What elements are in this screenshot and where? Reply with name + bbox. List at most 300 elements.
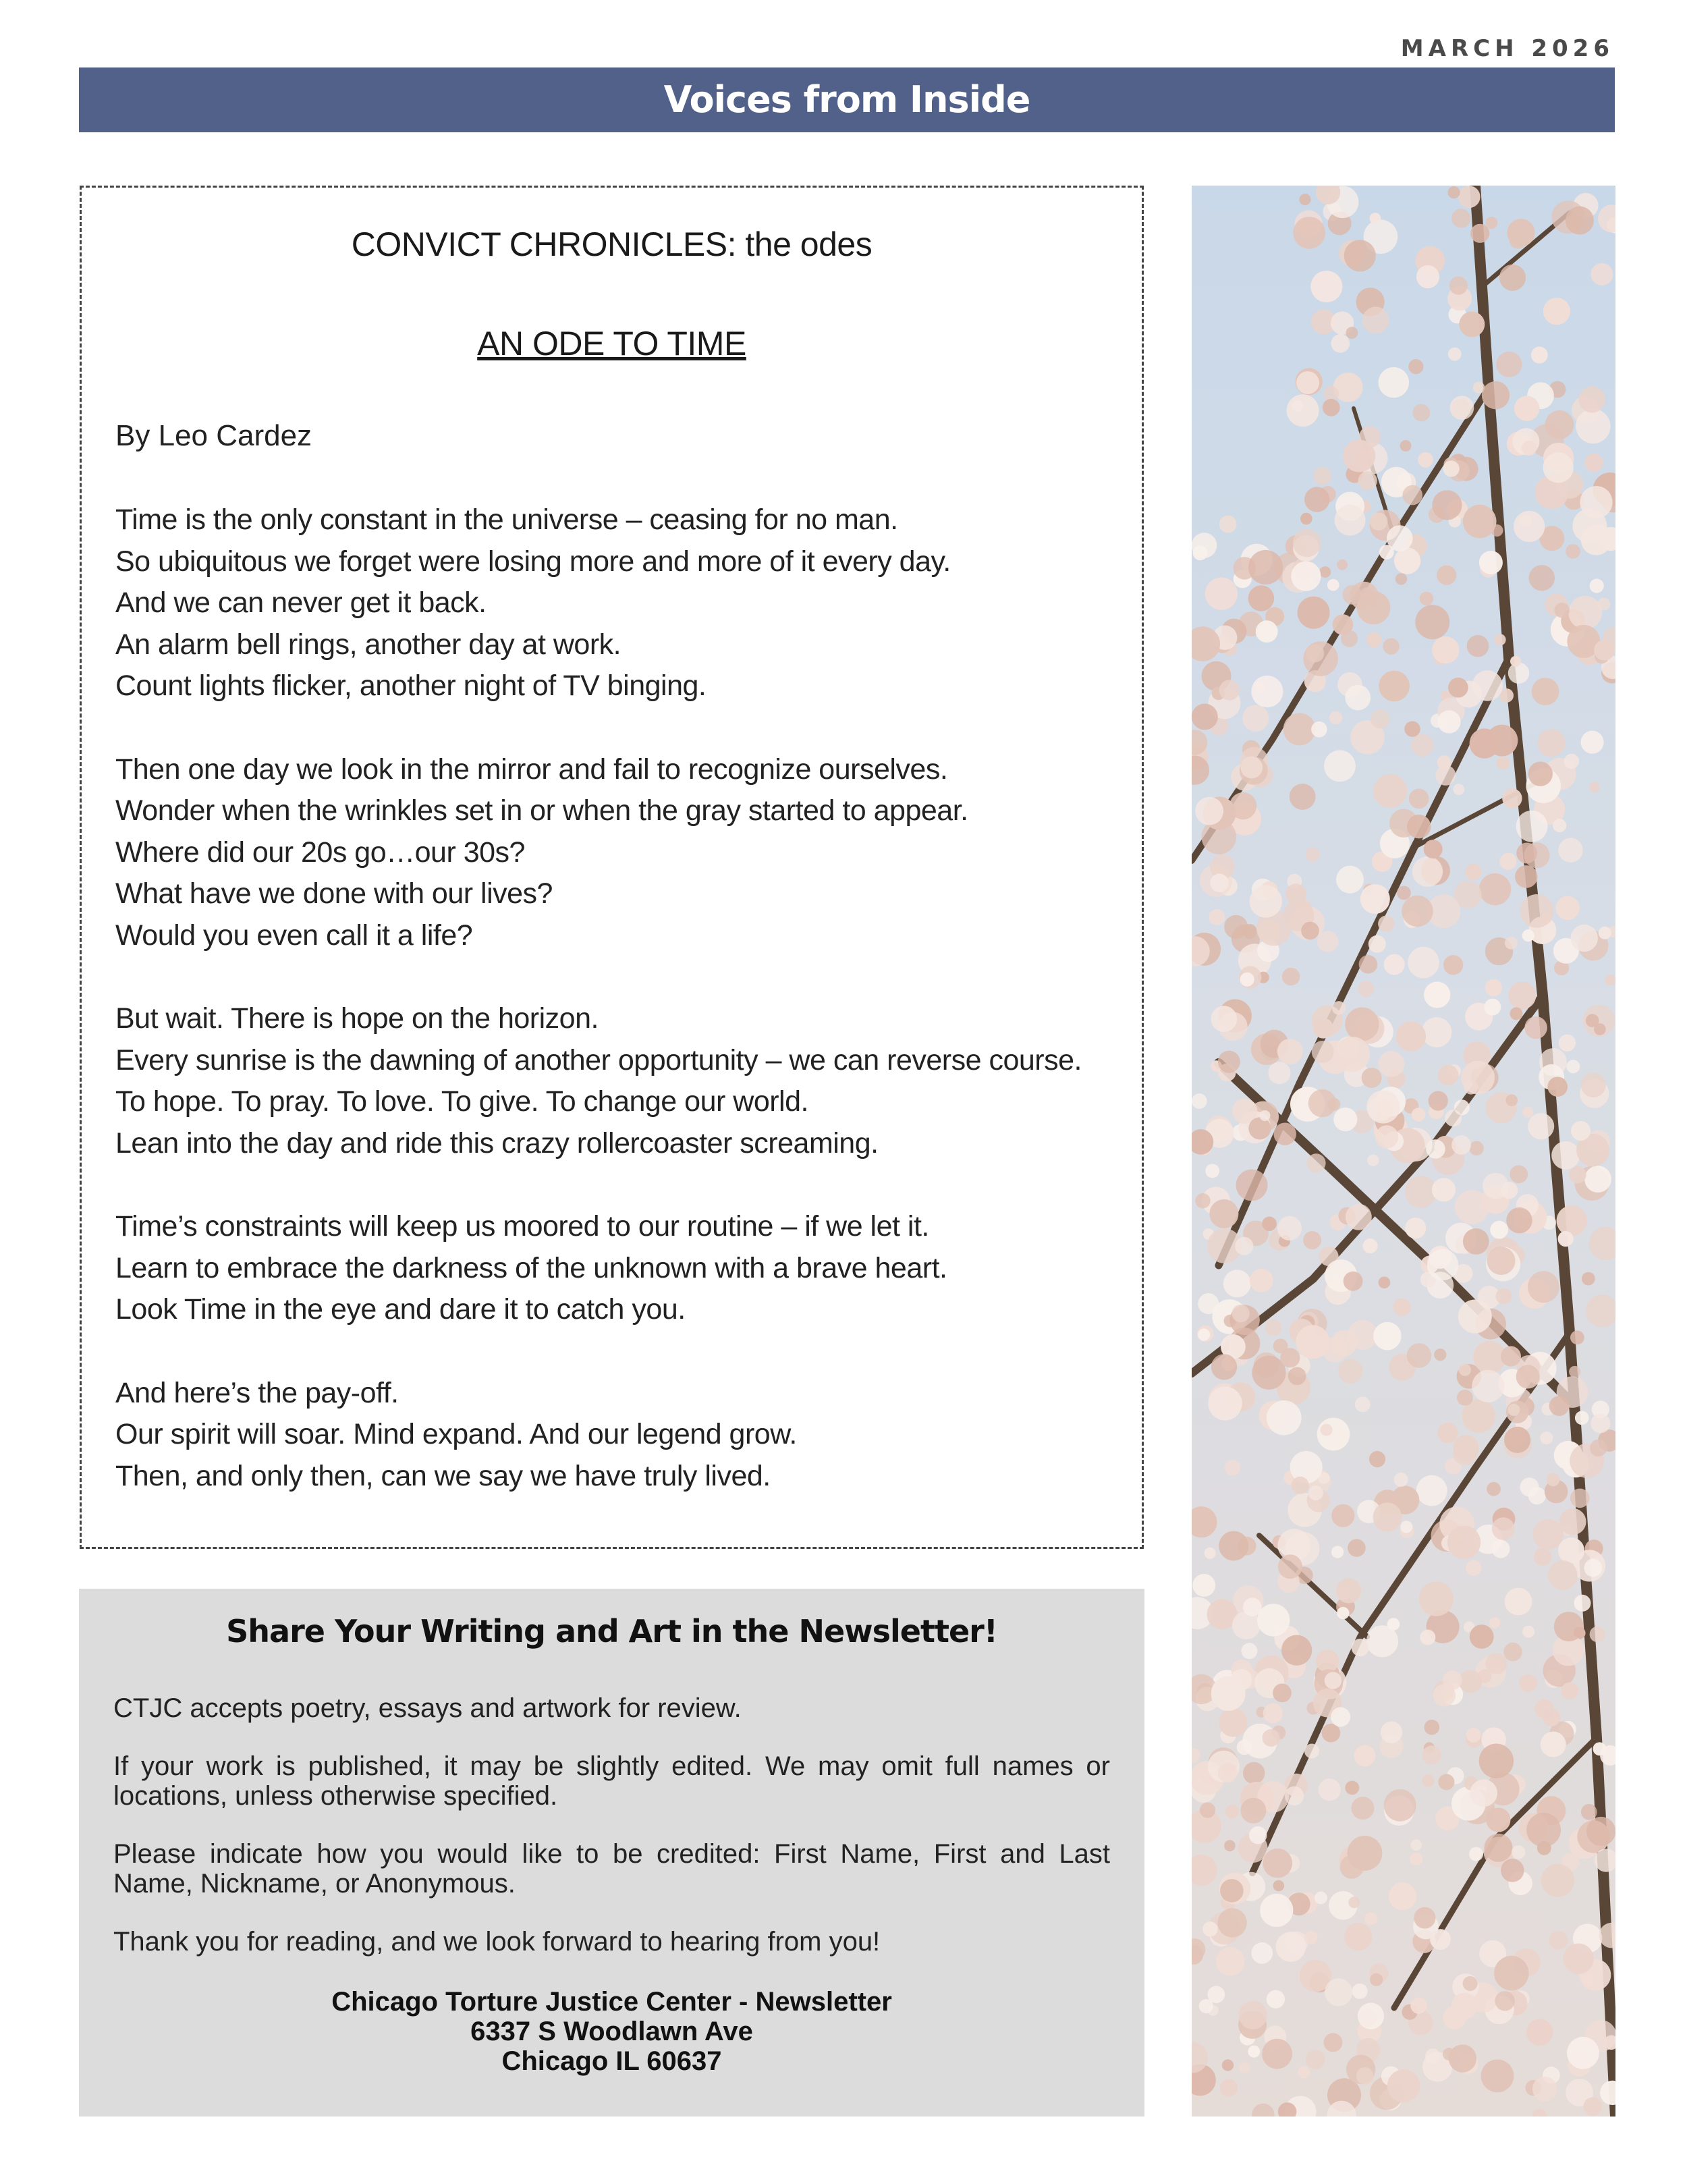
blossom: [1241, 757, 1263, 779]
blossom: [1508, 1404, 1520, 1416]
poem-line: Would you even call it a life?: [115, 919, 473, 952]
poem-line: What have we done with our lives?: [115, 877, 553, 910]
poem-line: An alarm bell rings, another day at work.: [115, 628, 621, 661]
blossom: [1274, 1123, 1296, 1145]
blossom: [1581, 1804, 1597, 1820]
blossom: [1581, 731, 1604, 754]
blossom: [1235, 1237, 1253, 1255]
blossom: [1211, 1354, 1237, 1380]
blossom: [1243, 1598, 1262, 1616]
blossom: [1451, 1993, 1478, 2019]
blossom: [1461, 1061, 1495, 1095]
blossom: [1581, 1072, 1606, 1097]
poem-body: [115, 499, 1114, 1539]
blossom: [1479, 1744, 1514, 1778]
blossom: [1566, 207, 1594, 235]
blossom: [1412, 856, 1443, 887]
blossom: [1504, 1427, 1530, 1453]
blossom: [1192, 1855, 1217, 1886]
blossom: [1508, 982, 1536, 1010]
blossom: [1492, 1517, 1515, 1540]
blossom: [1296, 371, 1319, 394]
blossom: [1481, 2059, 1514, 2092]
blossom: [1344, 240, 1376, 271]
blossom: [1415, 605, 1449, 639]
blossom: [1373, 1322, 1402, 1350]
blossom: [1240, 1798, 1266, 1824]
blossom: [1262, 2039, 1292, 2069]
blossom: [1362, 1238, 1377, 1253]
blossom: [1496, 352, 1522, 377]
blossom: [1265, 1319, 1281, 1336]
blossom: [1368, 935, 1386, 953]
blossom: [1373, 774, 1407, 808]
blossom: [1397, 886, 1411, 900]
blossom: [1192, 704, 1218, 730]
blossom: [1559, 1508, 1586, 1535]
blossom: [1195, 1193, 1210, 1208]
blossom: [1239, 2062, 1250, 2073]
blossom: [1288, 1367, 1306, 1386]
blossom: [1434, 1348, 1446, 1361]
blossom: [1205, 1548, 1216, 1559]
blossom: [1459, 1364, 1471, 1376]
blossom: [1470, 1779, 1497, 1807]
blossom: [1396, 1021, 1426, 1051]
blossom: [1402, 485, 1422, 506]
blossom: [1400, 440, 1412, 452]
blossom: [1449, 277, 1468, 295]
submission-paragraph: CTJC accepts poetry, essays and artwork for review.: [113, 1693, 742, 1723]
blossom: [1555, 896, 1580, 921]
blossom: [1497, 757, 1510, 770]
blossom: [1249, 1826, 1267, 1844]
blossom: [1516, 843, 1537, 864]
blossom: [1532, 2109, 1547, 2117]
blossom: [1322, 1724, 1341, 1743]
blossom: [1494, 1956, 1528, 1990]
blossom: [1352, 1797, 1375, 1820]
blossom: [1223, 1270, 1251, 1297]
blossom: [1479, 873, 1511, 905]
blossom: [1586, 1294, 1615, 1327]
stanza: [115, 1206, 1114, 1331]
blossom: [1510, 1166, 1528, 1184]
blossom: [1219, 1708, 1247, 1737]
poem-line: And here’s the pay-off.: [115, 1376, 399, 1409]
blossom: [1345, 685, 1371, 711]
blossom: [1453, 1442, 1476, 1465]
blossom: [1591, 263, 1613, 285]
blossom: [1410, 1998, 1427, 2014]
blossom: [1561, 1683, 1579, 1700]
blossom: [1348, 1836, 1383, 1871]
blossom: [1575, 1411, 1589, 1425]
blossom: [1524, 1016, 1547, 1039]
blossom: [1381, 1722, 1402, 1743]
blossom: [1273, 1684, 1292, 1703]
blossom: [1516, 811, 1548, 842]
blossom: [1260, 1894, 1293, 1927]
blossom: [1370, 1973, 1383, 1986]
blossom: [1379, 367, 1409, 398]
blossom: [1348, 1539, 1366, 1557]
blossom: [1485, 979, 1502, 996]
blossom: [1291, 562, 1321, 591]
blossom: [1567, 2037, 1599, 2069]
blossom: [1362, 1068, 1382, 1088]
blossom: [1424, 840, 1443, 858]
poem-line: Then, and only then, can we say we have truly lived.: [115, 1459, 771, 1492]
blossom: [1199, 1999, 1213, 2013]
blossom: [1293, 529, 1321, 557]
blossom: [1321, 1424, 1333, 1436]
blossom: [1387, 1618, 1400, 1631]
blossom: [1379, 1051, 1405, 1077]
blossom: [1299, 194, 1310, 205]
blossom: [1250, 1269, 1273, 1292]
blossom: [1225, 1805, 1239, 1818]
blossom: [1600, 2081, 1615, 2105]
blossom: [1443, 2048, 1456, 2060]
blossom: [1217, 1908, 1246, 1937]
blossom: [1532, 678, 1559, 705]
blossom: [1598, 204, 1615, 232]
blossom: [1571, 1121, 1591, 1141]
blossom: [1487, 1247, 1516, 1275]
blossom: [1252, 2104, 1274, 2117]
blossom: [1422, 1017, 1452, 1047]
blossom: [1479, 551, 1503, 574]
blossom: [1287, 394, 1319, 427]
blossom: [1251, 676, 1283, 707]
blossom: [1205, 1164, 1219, 1178]
blossom: [1467, 635, 1489, 657]
blossom: [1557, 1205, 1587, 1236]
blossom: [1501, 1346, 1521, 1367]
blossom: [1278, 1554, 1302, 1579]
blossom: [1495, 1991, 1514, 2011]
blossom: [1512, 1845, 1525, 1859]
blossom: [1325, 1978, 1352, 2006]
blossom: [1510, 231, 1527, 249]
blossom: [1262, 1217, 1277, 1232]
blossom: [1548, 1560, 1578, 1590]
blossom: [1492, 1540, 1510, 1558]
blossom: [1263, 1849, 1293, 1878]
blossom: [1304, 1744, 1319, 1759]
blossom: [1229, 792, 1256, 819]
blossom: [1192, 1506, 1217, 1537]
blossom: [1280, 1348, 1300, 1367]
blossom: [1250, 885, 1282, 918]
blossom: [1570, 1330, 1584, 1344]
blossom: [1219, 680, 1240, 700]
blossom: [1364, 1912, 1377, 1925]
address-line: 6337 S Woodlawn Ave: [470, 2017, 753, 2046]
blossom: [1301, 922, 1319, 940]
blossom: [1543, 1709, 1561, 1726]
blossom: [1443, 460, 1460, 476]
blossom: [1463, 1976, 1478, 1991]
blossom: [1331, 334, 1350, 353]
blossom: [1290, 784, 1316, 810]
cherry-blossom-photo: [1192, 186, 1615, 2117]
blossom: [1448, 678, 1468, 698]
blossom: [1306, 2050, 1325, 2069]
blossom: [1373, 1502, 1402, 1531]
blossom: [1482, 381, 1510, 409]
poem-title: AN ODE TO TIME: [477, 325, 746, 362]
blossom: [1583, 2098, 1602, 2117]
blossom: [1485, 217, 1497, 229]
blossom: [1522, 441, 1537, 456]
blossom: [1370, 512, 1388, 530]
blossom: [1248, 550, 1283, 584]
blossom: [1407, 1343, 1431, 1367]
blossom: [1331, 1330, 1357, 1357]
blossom: [1541, 1864, 1574, 1897]
blossom: [1384, 954, 1405, 975]
blossom: [1410, 1839, 1422, 1851]
blossom: [1447, 186, 1460, 198]
blossom: [1458, 186, 1481, 208]
blossom: [1192, 1574, 1215, 1597]
blossom: [1242, 705, 1269, 732]
blossom: [1528, 762, 1553, 786]
blossom: [1192, 1748, 1200, 1763]
blossom: [1296, 1325, 1329, 1359]
poem-line: Wonder when the wrinkles set in or when the gray started to appear.: [115, 794, 968, 827]
blossom: [1362, 306, 1389, 333]
blossom: [1313, 467, 1331, 485]
blossom: [1393, 1299, 1411, 1316]
blossom: [1590, 1627, 1606, 1643]
blossom: [1312, 1041, 1334, 1063]
blossom: [1218, 1763, 1238, 1782]
blossom: [1205, 578, 1238, 610]
blossom: [1303, 1231, 1321, 1249]
address-line: Chicago IL 60637: [501, 2046, 722, 2076]
blossom: [1551, 1141, 1580, 1170]
blossom: [1570, 1489, 1590, 1508]
blossom: [1193, 545, 1208, 560]
poem-line: So ubiquitous we forget were losing more and more of it every day.: [115, 545, 951, 578]
blossom: [1522, 1107, 1534, 1118]
blossom: [1484, 999, 1501, 1016]
blossom: [1352, 1639, 1369, 1656]
blossom: [1432, 1178, 1456, 1201]
blossom: [1358, 2003, 1384, 2029]
blossom-illustration: [1192, 186, 1615, 2117]
blossom: [1499, 265, 1526, 291]
blossom: [1412, 1108, 1426, 1122]
blossom: [1281, 1635, 1312, 1666]
blossom: [1267, 1990, 1285, 2009]
poem-line: Count lights flicker, another night of TV binging.: [115, 670, 707, 702]
blossom: [1571, 925, 1598, 952]
blossom: [1516, 1365, 1540, 1388]
blossom: [1501, 1182, 1518, 1199]
poem-series: CONVICT CHRONICLES: the odes: [351, 225, 873, 263]
blossom: [1263, 1703, 1283, 1723]
blossom: [1394, 547, 1420, 574]
blossom: [1432, 636, 1459, 663]
blossom: [1407, 815, 1431, 838]
blossom: [1276, 1932, 1306, 1962]
blossom: [1358, 471, 1377, 490]
blossom: [1303, 641, 1337, 676]
blossom: [1408, 359, 1423, 374]
blossom: [1389, 1882, 1416, 1910]
blossom: [1371, 709, 1389, 728]
blossom: [1533, 1519, 1564, 1550]
blossom: [1532, 2077, 1557, 2102]
blossom: [1526, 2019, 1553, 2046]
blossom: [1590, 1440, 1607, 1456]
blossom: [1366, 1090, 1400, 1123]
blossom: [1370, 213, 1381, 224]
poem-line: Time’s constraints will keep us moored to our routine – if we let it.: [115, 1210, 929, 1243]
blossom: [1589, 1227, 1615, 1260]
blossom: [1486, 1807, 1510, 1832]
submission-body: [113, 1693, 1110, 1985]
poem-line: Our spirit will soar. Mind expand. And our legend grow.: [115, 1418, 797, 1450]
blossom: [1237, 1740, 1252, 1755]
blossom: [1379, 1277, 1391, 1289]
blossom: [1225, 1460, 1241, 1476]
blossom: [1338, 1359, 1363, 1384]
blossom: [1195, 797, 1223, 825]
mailing-address: [79, 1987, 1144, 2076]
blossom: [1422, 1774, 1435, 1787]
blossom: [1209, 1199, 1238, 1228]
blossom: [1514, 395, 1539, 420]
blossom: [1425, 1720, 1440, 1735]
blossom: [1327, 1098, 1340, 1111]
blossom: [1337, 559, 1348, 570]
blossom: [1433, 1684, 1456, 1706]
blossom: [1411, 734, 1434, 757]
blossom: [1232, 1305, 1250, 1322]
blossom: [1259, 1110, 1270, 1121]
blossom: [1522, 1626, 1534, 1638]
blossom: [1263, 1729, 1280, 1747]
stanza: [115, 499, 1114, 707]
blossom: [1319, 566, 1331, 578]
blossom: [1459, 312, 1485, 337]
blossom: [1534, 1548, 1551, 1566]
blossom: [1277, 1216, 1302, 1240]
blossom: [1345, 1781, 1359, 1795]
blossom: [1582, 1272, 1595, 1286]
blossom: [1445, 1110, 1462, 1126]
blossom: [1324, 750, 1356, 782]
blossom: [1395, 573, 1407, 584]
blossom: [1366, 632, 1381, 647]
blossom: [1327, 579, 1339, 591]
stanza: [115, 998, 1114, 1164]
blossom: [1273, 1880, 1285, 1892]
blossom: [1416, 265, 1439, 288]
blossom: [1414, 1907, 1435, 1929]
blossom: [1505, 1588, 1532, 1616]
blossom: [1599, 927, 1611, 939]
blossom: [1350, 582, 1378, 610]
blossom: [1451, 209, 1470, 227]
blossom: [1503, 1643, 1522, 1662]
blossom: [1566, 1060, 1580, 1073]
blossom: [1519, 1674, 1537, 1692]
blossom: [1198, 1329, 1210, 1341]
submission-info-box: [79, 1589, 1144, 2117]
blossom: [1584, 1166, 1611, 1193]
blossom: [1420, 592, 1433, 605]
blossom: [1379, 671, 1410, 702]
blossom: [1584, 454, 1603, 472]
blossom: [1494, 634, 1505, 645]
blossom: [1470, 224, 1489, 243]
blossom: [1387, 525, 1413, 551]
blossom: [1248, 2046, 1260, 2058]
blossom: [1346, 1204, 1372, 1230]
blossom: [1354, 1745, 1376, 1767]
blossom: [1219, 1531, 1248, 1561]
blossom: [1224, 1840, 1236, 1851]
blossom: [1531, 347, 1548, 364]
blossom: [1470, 1625, 1494, 1649]
blossom: [1355, 1397, 1371, 1413]
blossom: [1506, 1207, 1532, 1233]
blossom: [1202, 1921, 1217, 1936]
blossom: [1419, 1581, 1454, 1616]
blossom: [1358, 981, 1374, 997]
blossom: [1490, 1221, 1508, 1239]
blossom: [1580, 486, 1612, 518]
blossom: [1418, 452, 1433, 468]
stanza: [115, 749, 1114, 957]
blossom: [1564, 1944, 1594, 1974]
blossom: [1367, 1155, 1379, 1166]
blossom: [1437, 566, 1456, 585]
poem-line: Look Time in the eye and dare it to catch you.: [115, 1293, 686, 1326]
blossom: [1528, 1271, 1559, 1303]
blossom: [1427, 1249, 1458, 1280]
blossom: [1541, 1732, 1566, 1757]
poem-line: And we can never get it back.: [115, 586, 487, 619]
blossom: [1432, 490, 1462, 520]
blossom: [1579, 386, 1605, 412]
blossom: [1466, 864, 1482, 880]
blossom: [1220, 1879, 1244, 1903]
blossom: [1306, 1153, 1325, 1172]
blossom: [1319, 1778, 1341, 1801]
blossom: [1576, 409, 1610, 443]
blossom: [1300, 513, 1312, 525]
blossom: [1251, 1942, 1273, 1964]
blossom: [1466, 1560, 1481, 1576]
blossom: [1453, 784, 1464, 795]
blossom: [1554, 1612, 1584, 1641]
blossom: [1443, 955, 1463, 975]
blossom: [1384, 1789, 1416, 1822]
blossom: [1277, 1039, 1303, 1064]
blossom: [1505, 1095, 1518, 1107]
blossom: [1336, 1578, 1361, 1603]
blossom: [1424, 981, 1450, 1008]
address-line: Chicago Torture Justice Center - Newsletter: [331, 1987, 892, 2017]
blossom: [1308, 1485, 1323, 1500]
